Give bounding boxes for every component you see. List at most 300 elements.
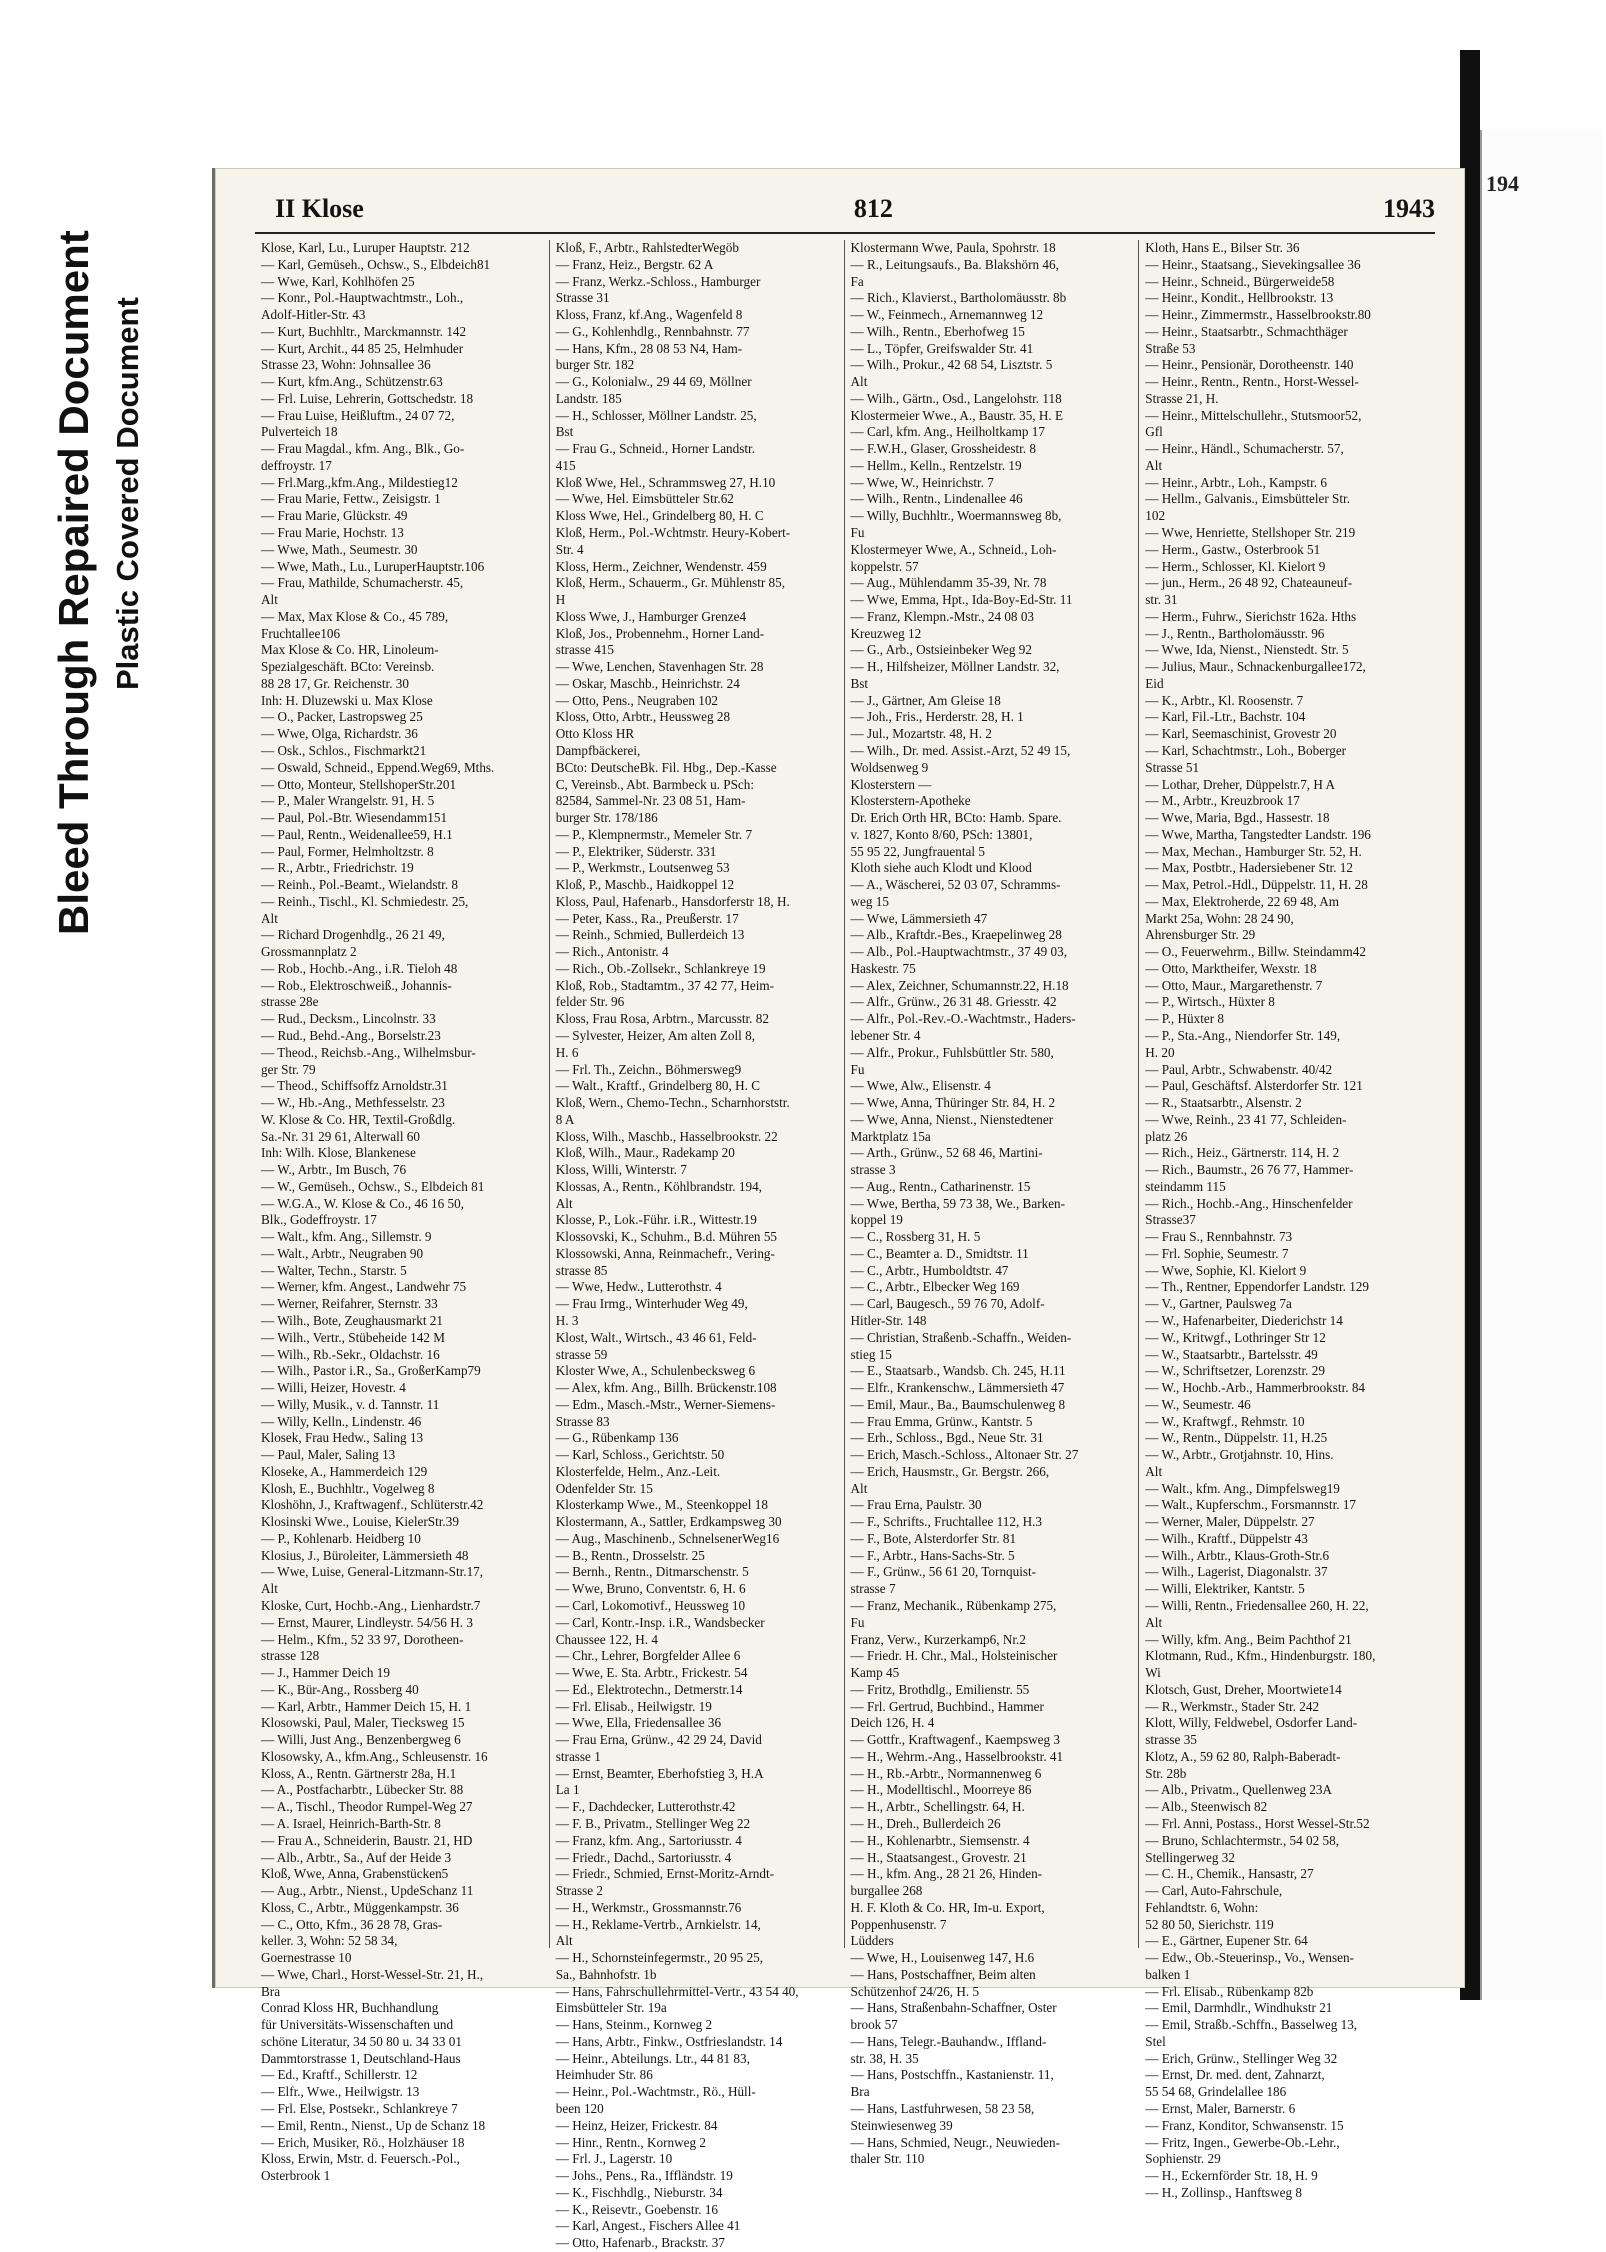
- directory-entry: Kloss, A., Rentn. Gärtnerstr 28a, H.1: [261, 1765, 457, 1781]
- adjacent-page: [1480, 130, 1602, 2000]
- directory-entry: — Th., Rentner, Eppendorfer Landstr. 129: [1145, 1279, 1369, 1295]
- directory-entry: Landstr. 185: [555, 390, 622, 406]
- directory-entry: Klotmann, Rud., Kfm., Hindenburgstr. 180,: [1145, 1648, 1376, 1664]
- directory-entry: — Reinh., Pol.-Beamt., Wielandstr. 8: [261, 877, 459, 893]
- directory-entry: Strasse 21, H.: [1145, 390, 1219, 406]
- directory-entry: — W., Schriftsetzer, Lorenzstr. 29: [1145, 1363, 1325, 1379]
- directory-entry: — Rud., Decksm., Lincolnstr. 33: [261, 1011, 436, 1027]
- directory-entry: Alt: [555, 1195, 573, 1211]
- directory-entry: — R., Staatsarbtr., Alsenstr. 2: [1145, 1095, 1302, 1111]
- year-label: 1943: [1383, 194, 1435, 223]
- directory-entry: — W., Arbtr., Im Busch, 76: [261, 1162, 407, 1178]
- directory-entry: — Emil, Rentn., Nienst., Up de Schanz 18: [261, 2117, 486, 2133]
- directory-entry: — Otto, Maur., Margarethenstr. 7: [1145, 977, 1323, 993]
- directory-entry: Kloshöhn, J., Kraftwagenf., Schlüterstr.42: [261, 1497, 484, 1513]
- directory-entry: — W., Kraftwgf., Rehmstr. 10: [1145, 1413, 1305, 1429]
- directory-entry: 55 54 68, Grindelallee 186: [1145, 2084, 1287, 2100]
- directory-entry: — F., Bote, Alsterdorfer Str. 81: [850, 1530, 1017, 1546]
- directory-entry: — H., Schlosser, Möllner Landstr. 25,: [555, 407, 757, 423]
- directory-entry: Alt: [261, 592, 278, 608]
- directory-entry: — Wilh., Rentn., Lindenallee 46: [850, 491, 1023, 507]
- directory-entry: — Alb., Kraftdr.-Bes., Kraepelinweg 28: [850, 927, 1062, 943]
- directory-entry: — C. H., Chemik., Hansastr, 27: [1145, 1866, 1314, 1882]
- directory-entry: — Wwe, W., Heinrichstr. 7: [850, 474, 994, 490]
- directory-entry: — M., Arbtr., Kreuzbrook 17: [1145, 793, 1300, 809]
- directory-entry: — J., Hammer Deich 19: [261, 1665, 390, 1681]
- directory-entry: — Johs., Pens., Ra., Iffländstr. 19: [555, 2168, 733, 2184]
- directory-entry: Kloster Wwe, A., Schulenbecksweg 6: [555, 1363, 756, 1379]
- directory-entry: Sa., Bahnhofstr. 1b: [555, 1966, 657, 1982]
- directory-entry: — Alb., Pol.-Hauptwachtmstr., 37 49 03,: [850, 944, 1067, 960]
- directory-entry: — P., Werkmstr., Loutsenweg 53: [555, 860, 730, 876]
- directory-entry: Klossas, A., Rentn., Köhlbrandstr. 194,: [555, 1178, 762, 1194]
- directory-entry: — Max, Postbtr., Hadersiebener Str. 12: [1145, 860, 1353, 876]
- directory-entry: strasse 7: [850, 1581, 896, 1597]
- directory-entry: Osterbrook 1: [261, 2168, 331, 2184]
- directory-entry: v. 1827, Konto 8/60, PSch: 13801,: [850, 826, 1033, 842]
- directory-entry: — H., Eckernförder Str. 18, H. 9: [1145, 2168, 1318, 2184]
- directory-entry: — Franz, Mechanik., Rübenkamp 275,: [850, 1598, 1057, 1614]
- directory-entry: C, Vereinsb., Abt. Barmbeck u. PSch:: [555, 776, 755, 792]
- directory-entry: — F., Dachdecker, Lutterothstr.42: [555, 1799, 736, 1815]
- directory-entry: — Paul, Maler, Saling 13: [261, 1447, 396, 1463]
- directory-entry: Kloske, Curt, Hochb.-Ang., Lienhardstr.7: [261, 1598, 481, 1614]
- directory-entry: — Willy, Buchhltr., Woermannsweg 8b,: [850, 508, 1062, 524]
- directory-entry: — W., Hb.-Ang., Methfesselstr. 23: [261, 1095, 445, 1111]
- directory-entry: — Hans, Postschaffner, Beim alten: [850, 1966, 1036, 1982]
- directory-entry: — Wwe, Math., Lu., LuruperHauptstr.106: [261, 558, 485, 574]
- directory-entry: Marktplatz 15a: [850, 1128, 931, 1144]
- directory-entry: für Universitäts-Wissenschaften und: [261, 2017, 454, 2033]
- directory-entry: Fu: [850, 1061, 865, 1077]
- directory-entry: — F., Arbtr., Hans-Sachs-Str. 5: [850, 1547, 1015, 1563]
- directory-entry: Ahrensburger Str. 29: [1145, 927, 1256, 943]
- header-rule: [255, 232, 1435, 234]
- directory-entry: — Kurt, kfm.Ang., Schützenstr.63: [261, 374, 443, 390]
- directory-entry: — Julius, Maur., Schnackenburgallee172,: [1145, 659, 1366, 675]
- directory-entry: — Walt., Kupferschm., Forsmannstr. 17: [1145, 1497, 1357, 1513]
- directory-entry: Kloß Wwe, Hel., Schrammsweg 27, H.10: [555, 474, 776, 490]
- directory-entry: — Willy, Musik., v. d. Tannstr. 11: [261, 1396, 440, 1412]
- directory-entry: deffroystr. 17: [261, 457, 332, 473]
- directory-entry: — R., Werkmstr., Stader Str. 242: [1145, 1698, 1320, 1714]
- directory-entry: — Rich., Heiz., Gärtnerstr. 114, H. 2: [1145, 1145, 1340, 1161]
- directory-entry: Dammtorstrasse 1, Deutschland-Haus: [261, 2050, 461, 2066]
- directory-entry: Franz, Verw., Kurzerkamp6, Nr.2: [850, 1631, 1026, 1647]
- directory-entry: — C., Beamter a. D., Smidtstr. 11: [850, 1245, 1029, 1261]
- directory-entry: Alt: [261, 1581, 278, 1597]
- directory-entry: — Max, Petrol.-Hdl., Düppelstr. 11, H. 28: [1145, 877, 1368, 893]
- directory-entry: Goernestrasse 10: [261, 1950, 352, 1966]
- directory-entry: ger Str. 79: [261, 1061, 316, 1077]
- directory-entry: — Edm., Masch.-Mstr., Werner-Siemens-: [555, 1396, 776, 1412]
- directory-entry: — Ed., Elektrotechn., Detmerstr.14: [555, 1681, 743, 1697]
- directory-entry: Woldsenweg 9: [850, 759, 929, 775]
- directory-entry: 415: [555, 457, 576, 473]
- directory-entry: platz 26: [1145, 1128, 1188, 1144]
- directory-entry: — Franz, kfm. Ang., Sartoriusstr. 4: [555, 1832, 742, 1848]
- directory-entry: — Walt., Arbtr., Neugraben 90: [261, 1245, 424, 1261]
- directory-entry: — Alb., Arbtr., Sa., Auf der Heide 3: [261, 1849, 452, 1865]
- directory-entry: — Wwe, Lämmersieth 47: [850, 910, 988, 926]
- directory-entry: Kloß, Wilh., Maur., Radekamp 20: [555, 1145, 735, 1161]
- directory-entry: Dampfbäckerei,: [555, 742, 641, 758]
- directory-entry: — Willi, Elektriker, Kantstr. 5: [1145, 1581, 1305, 1597]
- directory-entry: lebener Str. 4: [850, 1027, 921, 1043]
- directory-entry: — Rich., Klavierst., Bartholomäusstr. 8b: [850, 290, 1067, 306]
- directory-entry: — H., Rb.-Arbtr., Normannenweg 6: [850, 1765, 1042, 1781]
- directory-entry: Alt: [850, 374, 868, 390]
- directory-entry: — Paul, Geschäftsf. Alsterdorfer Str. 121: [1145, 1078, 1363, 1094]
- directory-entry: — Frau Marie, Glückstr. 49: [261, 508, 408, 524]
- directory-entry: Fu: [850, 1614, 865, 1630]
- directory-entry: — P., Sta.-Ang., Niendorfer Str. 149,: [1145, 1027, 1341, 1043]
- directory-entry: Klotz, A., 59 62 80, Ralph-Baberadt-: [1145, 1748, 1341, 1764]
- directory-entry: Kamp 45: [850, 1665, 900, 1681]
- directory-entry: Klosek, Frau Hedw., Saling 13: [261, 1430, 424, 1446]
- column-4: [1138, 240, 1425, 2200]
- directory-entry: — Hans, Telegr.-Bauhandw., Iffland-: [850, 2033, 1047, 2049]
- directory-entry: — Willy, Kelln., Lindenstr. 46: [261, 1413, 422, 1429]
- directory-entry: Fu: [850, 525, 865, 541]
- directory-entry: — Herm., Fuhrw., Sierichstr 162a. Hths: [1145, 608, 1357, 624]
- directory-entry: Klosterfelde, Helm., Anz.-Leit.: [555, 1463, 721, 1479]
- directory-entry: — Lothar, Dreher, Düppelstr.7, H A: [1145, 776, 1336, 792]
- directory-entry: strasse 35: [1145, 1732, 1197, 1748]
- directory-entry: brook 57: [850, 2017, 898, 2033]
- directory-entry: — Heinr., Staatsang., Sievekingsallee 36: [1145, 256, 1361, 272]
- directory-entry: — Heinr., Rentn., Rentn., Horst-Wessel-: [1145, 374, 1359, 390]
- directory-entry: — Hans, Straßenbahn-Schaffner, Oster: [850, 2000, 1057, 2016]
- directory-entry: Kloss, Frau Rosa, Arbtrn., Marcusstr. 82: [555, 1011, 769, 1027]
- directory-entry: — E., Gärtner, Eupener Str. 64: [1145, 1933, 1308, 1949]
- directory-entry: weg 15: [850, 893, 889, 909]
- directory-entry: Kloss, Willi, Winterstr. 7: [555, 1162, 687, 1178]
- directory-entry: Alt: [1145, 457, 1163, 473]
- directory-entry: — Frau, Mathilde, Schumacherstr. 45,: [261, 575, 464, 591]
- directory-entry: — Wwe, Emma, Hpt., Ida-Boy-Ed-Str. 11: [850, 592, 1073, 608]
- directory-entry: — Werner, Maler, Düppelstr. 27: [1145, 1514, 1315, 1530]
- directory-entry: — Frl. Luise, Lehrerin, Gottschedstr. 18: [261, 390, 474, 406]
- directory-entry: — Ernst, Dr. med. dent, Zahnarzt,: [1145, 2067, 1325, 2083]
- directory-entry: strasse 85: [555, 1262, 608, 1278]
- directory-entry: — Hellm., Kelln., Rentzelstr. 19: [850, 457, 1022, 473]
- directory-entry: — K., Fischhdlg., Nieburstr. 34: [555, 2184, 723, 2200]
- directory-entry: — Rud., Behd.-Ang., Borselstr.23: [261, 1027, 441, 1043]
- directory-entry: Klosowski, Paul, Maler, Tiecksweg 15: [261, 1715, 465, 1731]
- directory-entry: — Frau G., Schneid., Horner Landstr.: [555, 441, 755, 457]
- directory-entry: Inh: Wilh. Klose, Blankenese: [261, 1145, 416, 1161]
- directory-entry: — Friedr., Dachd., Sartoriusstr. 4: [555, 1849, 732, 1865]
- directory-entry: — H., Staatsangest., Grovestr. 21: [850, 1849, 1027, 1865]
- directory-entry: Klostermeier Wwe., A., Baustr. 35, H. E: [850, 407, 1064, 423]
- directory-entry: Stel: [1145, 2033, 1166, 2049]
- directory-entry: Klossowski, Anna, Reinmachefr., Vering-: [555, 1245, 775, 1261]
- directory-entry: Sophienstr. 29: [1145, 2151, 1221, 2167]
- directory-entry: — Elfr., Wwe., Heilwigstr. 13: [261, 2084, 420, 2100]
- directory-entry: — Kurt, Buchhltr., Marckmannstr. 142: [261, 323, 467, 339]
- directory-entry: — Ernst, Maler, Barnerstr. 6: [1145, 2100, 1296, 2116]
- directory-entry: — Heinr., Mittelschullehr., Stutsmoor52,: [1145, 407, 1362, 423]
- directory-entry: — O., Packer, Lastropsweg 25: [261, 709, 423, 725]
- directory-entry: Klostermann, A., Sattler, Erdkampsweg 30: [555, 1514, 782, 1530]
- directory-entry: felder Str. 96: [555, 994, 625, 1010]
- directory-entry: — Wwe, Martha, Tangstedter Landstr. 196: [1145, 826, 1371, 842]
- directory-entry: — Wwe, Math., Seumestr. 30: [261, 541, 418, 557]
- directory-entry: — Walter, Techn., Starstr. 5: [261, 1262, 407, 1278]
- directory-entry: Klostermeyer Wwe, A., Schneid., Loh-: [850, 541, 1057, 557]
- directory-entry: Kloss, Franz, kf.Ang., Wagenfeld 8: [555, 307, 743, 323]
- directory-entry: — Wwe, Henriette, Stellshoper Str. 219: [1145, 525, 1356, 541]
- directory-entry: Odenfelder Str. 15: [555, 1480, 653, 1496]
- directory-entry: — Frl. Anni, Postass., Horst Wessel-Str.52: [1145, 1815, 1370, 1831]
- directory-entry: Kloss, Paul, Hafenarb., Hansdorferstr 18, H.: [555, 893, 790, 909]
- directory-entry: burgallee 268: [850, 1883, 923, 1899]
- directory-entry: koppelstr. 57: [850, 558, 919, 574]
- directory-entry: Strasse 2: [555, 1883, 604, 1899]
- directory-entry: Klosterstern —: [850, 776, 932, 792]
- directory-entry: Blk., Godeffroystr. 17: [261, 1212, 377, 1228]
- directory-entry: — H., Modelltischl., Moorreye 86: [850, 1782, 1032, 1798]
- directory-entry: Klosterkamp Wwe., M., Steenkoppel 18: [555, 1497, 768, 1513]
- directory-entry: — Richard Drogenhdlg., 26 21 49,: [261, 927, 445, 943]
- directory-entry: — Jul., Mozartstr. 48, H. 2: [850, 726, 992, 742]
- directory-entry: — Christian, Straßenb.-Schaffn., Weiden-: [850, 1329, 1072, 1345]
- directory-entry: Haskestr. 75: [850, 960, 916, 976]
- directory-entry: — Wilh., Rentn., Eberhofweg 15: [850, 323, 1025, 339]
- directory-entry: — Ernst, Maurer, Lindleystr. 54/56 H. 3: [261, 1614, 473, 1630]
- directory-entry: Alt: [1145, 1463, 1163, 1479]
- directory-entry: — Theod., Schiffsoffz Arnoldstr.31: [261, 1078, 448, 1094]
- directory-entry: — Wwe, Luise, General-Litzmann-Str.17,: [261, 1564, 484, 1580]
- directory-entry: Markt 25a, Wohn: 28 24 90,: [1145, 910, 1294, 926]
- directory-entry: — Frl. Elisab., Rübenkamp 82b: [1145, 1983, 1314, 1999]
- directory-entry: — Wilh., Gärtn., Osd., Langelohstr. 118: [850, 390, 1062, 406]
- directory-entry: — Franz, Konditor, Schwansenstr. 15: [1145, 2117, 1344, 2133]
- directory-entry: — Heinr., Kondit., Hellbrookstr. 13: [1145, 290, 1334, 306]
- directory-entry: — Gottfr., Kraftwagenf., Kaempsweg 3: [850, 1732, 1060, 1748]
- directory-entry: Kreuzweg 12: [850, 625, 922, 641]
- directory-entry: Kloß, Jos., Probennehm., Horner Land-: [555, 625, 765, 641]
- directory-entry: — Karl, Seemaschinist, Grovestr 20: [1145, 726, 1337, 742]
- directory-entry: — Frau Marie, Hochstr. 13: [261, 525, 404, 541]
- directory-entry: — Joh., Fris., Herderstr. 28, H. 1: [850, 709, 1024, 725]
- directory-entry: — Oskar, Maschb., Heinrichstr. 24: [555, 675, 740, 691]
- directory-entry: — H., Reklame-Vertrb., Arnkielstr. 14,: [555, 1916, 761, 1932]
- directory-entry: Klosinski Wwe., Louise, KielerStr.39: [261, 1514, 459, 1530]
- directory-entry: — Frl. Gertrud, Buchbind., Hammer: [850, 1698, 1044, 1714]
- directory-entry: burger Str. 178/186: [555, 810, 658, 826]
- directory-entry: — Heinr., Schneid., Bürgerweide58: [1145, 273, 1335, 289]
- directory-entry: — Wwe, Lenchen, Stavenhagen Str. 28: [555, 659, 764, 675]
- directory-entry: H. 3: [555, 1313, 579, 1328]
- directory-entry: — Emil, Darmhdlr., Windhukstr 21: [1145, 2000, 1333, 2016]
- directory-entry: — H., kfm. Ang., 28 21 26, Hinden-: [850, 1866, 1043, 1882]
- directory-entry: Steinwiesenweg 39: [850, 2117, 953, 2133]
- directory-entry: — Wilh., Arbtr., Klaus-Groth-Str.6: [1145, 1547, 1330, 1563]
- adjacent-page-year: 194: [1486, 171, 1519, 196]
- directory-entry: — A., Tischl., Theodor Rumpel-Weg 27: [261, 1799, 473, 1815]
- directory-entry: — Wwe, Olga, Richardstr. 36: [261, 726, 418, 742]
- directory-entry: — Wwe, Karl, Kohlhöfen 25: [261, 273, 415, 289]
- directory-entry: — Hans, Steinm., Kornweg 2: [555, 2017, 713, 2033]
- directory-entry: strasse 415: [555, 642, 614, 658]
- directory-entry: — W., Seumestr. 46: [1145, 1396, 1251, 1412]
- directory-entry: — Willy, kfm. Ang., Beim Pachthof 21: [1145, 1631, 1352, 1647]
- directory-entry: 55 95 22, Jungfrauental 5: [850, 843, 985, 859]
- directory-entry: Str. 28b: [1145, 1765, 1187, 1781]
- directory-entry: — Emil, Maur., Ba., Baumschulenweg 8: [850, 1396, 1066, 1412]
- directory-entry: — A., Wäscherei, 52 03 07, Schramms-: [850, 877, 1061, 893]
- directory-entry: Klosse, P., Lok.-Führ. i.R., Wittestr.19: [555, 1212, 757, 1228]
- directory-entry: strasse 28e: [261, 994, 319, 1010]
- directory-entry: — Bernh., Rentn., Ditmarschenstr. 5: [555, 1564, 749, 1580]
- directory-entry: — Carl, kfm. Ang., Heilholtkamp 17: [850, 424, 1045, 440]
- directory-entry: strasse 59: [555, 1346, 608, 1362]
- directory-entry: Fruchtallee106: [261, 625, 341, 641]
- directory-entry: Bst: [850, 675, 869, 691]
- directory-entry: — Carl, Kontr.-Insp. i.R., Wandsbecker: [555, 1614, 765, 1630]
- directory-entry: — Otto, Hafenarb., Brackstr. 37: [555, 2235, 725, 2251]
- directory-entry: — C., Arbtr., Humboldtstr. 47: [850, 1262, 1009, 1278]
- directory-entry: — Karl, Arbtr., Hammer Deich 15, H. 1: [261, 1698, 472, 1714]
- directory-entry: — F. B., Privatm., Stellinger Weg 22: [555, 1815, 751, 1831]
- directory-entry: been 120: [555, 2100, 604, 2116]
- directory-entry: Bra: [850, 2084, 870, 2100]
- directory-entry: BCto: DeutscheBk. Fil. Hbg., Dep.-Kasse: [555, 759, 777, 775]
- directory-entry: — W., Feinmech., Arnemannweg 12: [850, 307, 1044, 323]
- directory-entry: — Wwe, Maria, Bgd., Hassestr. 18: [1145, 810, 1330, 826]
- directory-entry: Heimhuder Str. 86: [555, 2067, 653, 2083]
- directory-entry: — Heinr., Abteilungs. Ltr., 44 81 83,: [555, 2050, 750, 2066]
- directory-entry: — Erich, Masch.-Schloss., Altonaer Str. 27: [850, 1447, 1079, 1463]
- directory-entry: — F., Grünw., 56 61 20, Tornquist-: [850, 1564, 1037, 1580]
- directory-entry: — Erich, Musiker, Rö., Holzhäuser 18: [261, 2134, 465, 2150]
- plastic-covered-label: Plastic Covered Document: [110, 297, 145, 690]
- directory-entry: — Hans, Postschffn., Kastanienstr. 11,: [850, 2067, 1054, 2083]
- directory-entry: — K., Arbtr., Kl. Roosenstr. 7: [1145, 692, 1304, 708]
- directory-entry: Straße 53: [1145, 340, 1196, 356]
- directory-entry: — Edw., Ob.-Steuerinsp., Vo., Wensen-: [1145, 1950, 1354, 1966]
- directory-entry: — Max, Mechan., Hamburger Str. 52, H.: [1145, 843, 1362, 859]
- directory-entry: — W., Hochb.-Arb., Hammerbrookstr. 84: [1145, 1380, 1366, 1396]
- directory-entry: — Wwe, Alw., Elisenstr. 4: [850, 1078, 991, 1094]
- directory-entry: — Osk., Schlos., Fischmarkt21: [261, 742, 427, 758]
- directory-entry: — Hellm., Galvanis., Eimsbütteler Str.: [1145, 491, 1350, 507]
- directory-entry: Kloss Wwe, Hel., Grindelberg 80, H. C: [555, 508, 764, 524]
- directory-entry: — Alb., Steenwisch 82: [1145, 1799, 1268, 1815]
- directory-entry: Bra: [261, 1983, 281, 1999]
- directory-entry: — R., Arbtr., Friedrichstr. 19: [261, 860, 414, 876]
- directory-entry: 8 A: [555, 1111, 575, 1127]
- directory-entry: — Peter, Kass., Ra., Preußerstr. 17: [555, 910, 739, 926]
- directory-entry: — jun., Herm., 26 48 92, Chateauneuf-: [1145, 575, 1353, 591]
- directory-entry: strasse 3: [850, 1162, 896, 1178]
- directory-entry: — Aug., Mühlendamm 35-39, Nr. 78: [850, 575, 1047, 591]
- directory-entry: — Frau Erna, Grünw., 42 29 24, David: [555, 1732, 762, 1748]
- directory-entry: Klott, Willy, Feldwebel, Osdorfer Land-: [1145, 1715, 1358, 1731]
- column-3: [844, 240, 1131, 2167]
- directory-entry: — Elfr., Krankenschw., Lämmersieth 47: [850, 1380, 1065, 1396]
- directory-entry: — C., Arbtr., Elbecker Weg 169: [850, 1279, 1020, 1295]
- directory-entry: balken 1: [1145, 1966, 1191, 1982]
- directory-entry: — Karl, Schachtmstr., Loh., Boberger: [1145, 742, 1347, 758]
- directory-entry: — W., Kritwgf., Lothringer Str 12: [1145, 1329, 1326, 1345]
- directory-entry: Kloss, Wilh., Maschb., Hasselbrookstr. 22: [555, 1128, 778, 1144]
- directory-entry: — Wwe, Anna, Thüringer Str. 84, H. 2: [850, 1095, 1056, 1111]
- directory-entry: — Wwe, Reinh., 23 41 77, Schleiden-: [1145, 1111, 1347, 1127]
- directory-entry: — Frl.Marg.,kfm.Ang., Mildestieg12: [261, 474, 458, 490]
- directory-entry: — Karl, Gemüseh., Ochsw., S., Elbdeich81: [261, 256, 491, 272]
- directory-entry: — Wilh., Rb.-Sekr., Oldachstr. 16: [261, 1346, 440, 1362]
- directory-entry: — Wwe, Sophie, Kl. Kielort 9: [1145, 1262, 1307, 1278]
- directory-entry: — Heinr., Arbtr., Loh., Kampstr. 6: [1145, 474, 1327, 490]
- section-title: II Klose: [275, 194, 364, 223]
- directory-entry: — Max, Elektroherde, 22 69 48, Am: [1145, 893, 1339, 909]
- directory-entry: — Otto, Marktheifer, Wexstr. 18: [1145, 960, 1317, 976]
- directory-entry: — Alex, kfm. Ang., Billh. Brückenstr.108: [555, 1380, 777, 1396]
- directory-entry: Inh: H. Dluzewski u. Max Klose: [261, 692, 433, 708]
- directory-entry: — Wilh., Bote, Zeughausmarkt 21: [261, 1313, 443, 1328]
- directory-entry: — Otto, Monteur, StellshoperStr.201: [261, 776, 457, 792]
- directory-entry: Lüdders: [850, 1933, 894, 1949]
- directory-entry: — Hans, Arbtr., Finkw., Ostfrieslandstr. 14: [555, 2033, 783, 2049]
- directory-entry: — Carl, Lokomotivf., Heussweg 10: [555, 1598, 746, 1614]
- directory-entry: 52 80 50, Sierichstr. 119: [1145, 1916, 1274, 1932]
- directory-entry: — P., Kohlenarb. Heidberg 10: [261, 1530, 421, 1546]
- directory-entry: Kloth siehe auch Klodt und Klood: [850, 860, 1032, 876]
- directory-entry: keller. 3, Wohn: 52 58 34,: [261, 1933, 398, 1949]
- directory-entry: Klosh, E., Buchhltr., Vogelweg 8: [261, 1480, 435, 1496]
- directory-entry: Strasse 23, Wohn: Johnsallee 36: [261, 357, 431, 373]
- directory-entry: — Helm., Kfm., 52 33 97, Dorotheen-: [261, 1631, 464, 1647]
- directory-entry: — Alfr., Prokur., Fuhlsbüttler Str. 580,: [850, 1044, 1054, 1060]
- directory-entry: — Willi, Heizer, Hovestr. 4: [261, 1380, 406, 1396]
- directory-entry: — Rich., Antonistr. 4: [555, 944, 669, 960]
- directory-entry: Alt: [261, 910, 278, 926]
- directory-entry: — Walt., kfm. Ang., Dimpfelsweg19: [1145, 1480, 1340, 1496]
- directory-entry: — Karl, Angest., Fischers Allee 41: [555, 2218, 741, 2234]
- directory-entry: — Wwe, Anna, Nienst., Nienstedtener: [850, 1111, 1054, 1127]
- directory-entry: — Bruno, Schlachtermstr., 54 02 58,: [1145, 1832, 1340, 1848]
- directory-entry: — Franz, Werkz.-Schloss., Hamburger: [555, 273, 761, 289]
- directory-entry: — Rich., Baumstr., 26 76 77, Hammer-: [1145, 1162, 1354, 1178]
- directory-entry: — Wwe, Charl., Horst-Wessel-Str. 21, H.,: [261, 1966, 484, 1982]
- directory-entry: — Wilh., Lagerist, Diagonalstr. 37: [1145, 1564, 1328, 1580]
- directory-entry: — Wwe, Hedw., Lutterothstr. 4: [555, 1279, 722, 1295]
- directory-entry: — Hans, Schmied, Neugr., Neuwieden-: [850, 2134, 1060, 2150]
- directory-entry: — Willi, Just Ang., Benzenbergweg 6: [261, 1732, 461, 1748]
- directory-entry: — Herm., Gastw., Osterbrook 51: [1145, 541, 1321, 557]
- directory-entry: — Werner, kfm. Angest., Landwehr 75: [261, 1279, 467, 1295]
- directory-entry: thaler Str. 110: [850, 2151, 925, 2167]
- directory-entry: — Wwe, Hel. Eimsbütteler Str.62: [555, 491, 734, 507]
- directory-entry: — H., Wehrm.-Ang., Hasselbrookstr. 41: [850, 1748, 1064, 1764]
- directory-entry: — Heinz, Heizer, Frickestr. 84: [555, 2117, 718, 2133]
- directory-entry: — Wilh., Vertr., Stübeheide 142 M: [261, 1329, 445, 1345]
- directory-entry: Otto Kloss HR: [555, 726, 635, 742]
- directory-entry: — Paul, Former, Helmholtzstr. 8: [261, 843, 434, 859]
- directory-entry: — Wilh., Prokur., 42 68 54, Lisztstr. 5: [850, 357, 1053, 373]
- directory-entry: Fehlandtstr. 6, Wohn:: [1145, 1899, 1259, 1915]
- directory-entry: — Arth., Grünw., 52 68 46, Martini-: [850, 1145, 1043, 1161]
- directory-entry: — Emil, Straßb.-Schffn., Basselweg 13,: [1145, 2017, 1358, 2033]
- directory-entry: Adolf-Hitler-Str. 43: [261, 307, 366, 323]
- directory-entry: 88 28 17, Gr. Reichenstr. 30: [261, 675, 409, 691]
- directory-entry: — P., Klempnermstr., Memeler Str. 7: [555, 826, 753, 842]
- directory-entry: Fa: [850, 273, 864, 289]
- directory-entry: La 1: [555, 1782, 580, 1798]
